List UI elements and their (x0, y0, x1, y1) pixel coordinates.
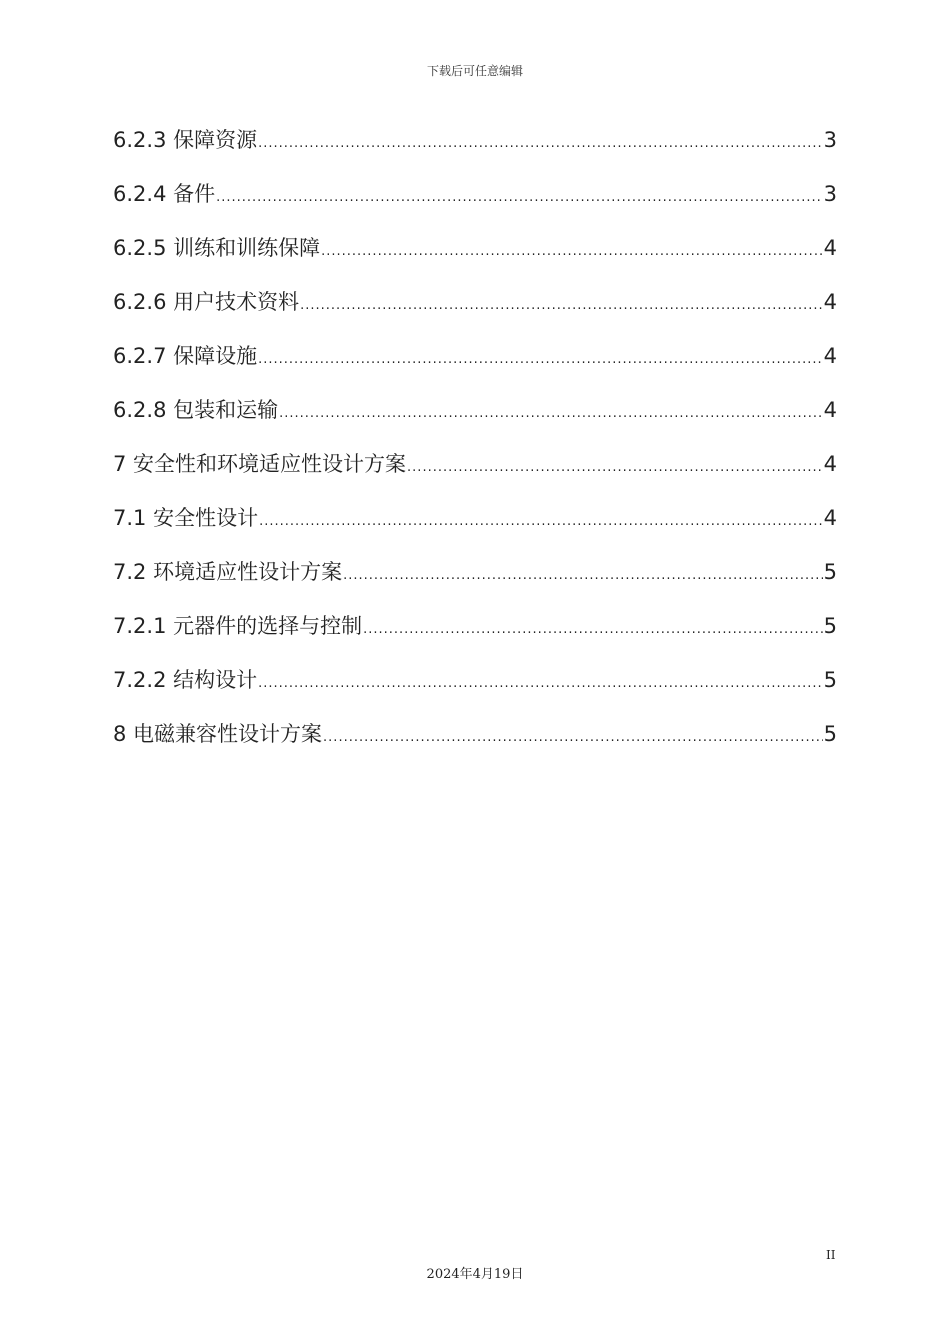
toc-entry-label: 6.2.4 备件 (113, 182, 216, 206)
toc-entry-page: 4 (823, 236, 837, 260)
toc-entry[interactable] (113, 441, 837, 495)
toc-dot-leader (258, 661, 823, 707)
toc-entry-page: 5 (823, 722, 837, 746)
toc-entry-label: 7.1 安全性设计 (113, 506, 259, 530)
toc-entry-page: 4 (823, 344, 837, 368)
toc-dot-leader (259, 499, 823, 545)
toc-dot-leader (216, 175, 823, 221)
toc-entry-label: 6.2.6 用户技术资料 (113, 290, 300, 314)
toc-entry-label: 7.2.2 结构设计 (113, 668, 258, 692)
table-of-contents (113, 117, 837, 765)
toc-entry-label: 6.2.5 训练和训练保障 (113, 236, 321, 260)
toc-entry-page: 5 (823, 614, 837, 638)
toc-dot-leader (343, 553, 823, 599)
toc-entry[interactable] (113, 225, 837, 279)
toc-entry-page: 5 (823, 668, 837, 692)
toc-entry-label: 8 电磁兼容性设计方案 (113, 722, 323, 746)
toc-dot-leader (300, 283, 823, 329)
toc-dot-leader (321, 229, 823, 275)
toc-entry[interactable] (113, 117, 837, 171)
toc-entry-label: 7 安全性和环境适应性设计方案 (113, 452, 407, 476)
toc-entry[interactable] (113, 603, 837, 657)
toc-entry-page: 4 (823, 506, 837, 530)
toc-entry-page: 4 (823, 290, 837, 314)
toc-entry[interactable] (113, 171, 837, 225)
toc-entry-page: 4 (823, 398, 837, 422)
toc-entry-label: 6.2.7 保障设施 (113, 344, 258, 368)
toc-entry[interactable] (113, 549, 837, 603)
toc-dot-leader (258, 121, 823, 167)
toc-entry-page: 3 (823, 128, 837, 152)
toc-entry-page: 3 (823, 182, 837, 206)
toc-entry[interactable] (113, 333, 837, 387)
toc-entry[interactable] (113, 711, 837, 765)
toc-entry-label: 6.2.8 包装和运输 (113, 398, 279, 422)
toc-entry-label: 7.2.1 元器件的选择与控制 (113, 614, 363, 638)
footer-date: 2024年4月19日 (426, 1267, 524, 1282)
toc-entry-label: 6.2.3 保障资源 (113, 128, 258, 152)
toc-dot-leader (279, 391, 823, 437)
toc-dot-leader (323, 715, 823, 761)
toc-dot-leader (258, 337, 823, 383)
toc-entry[interactable] (113, 279, 837, 333)
toc-dot-leader (407, 445, 823, 491)
page-number: II (826, 1248, 836, 1262)
toc-entry[interactable] (113, 387, 837, 441)
toc-entry-page: 4 (823, 452, 837, 476)
toc-entry[interactable] (113, 495, 837, 549)
toc-entry-label: 7.2 环境适应性设计方案 (113, 560, 343, 584)
toc-dot-leader (363, 607, 823, 653)
toc-entry-page: 5 (823, 560, 837, 584)
page-header: 下载后可任意编辑 (426, 64, 523, 78)
toc-entry[interactable] (113, 657, 837, 711)
